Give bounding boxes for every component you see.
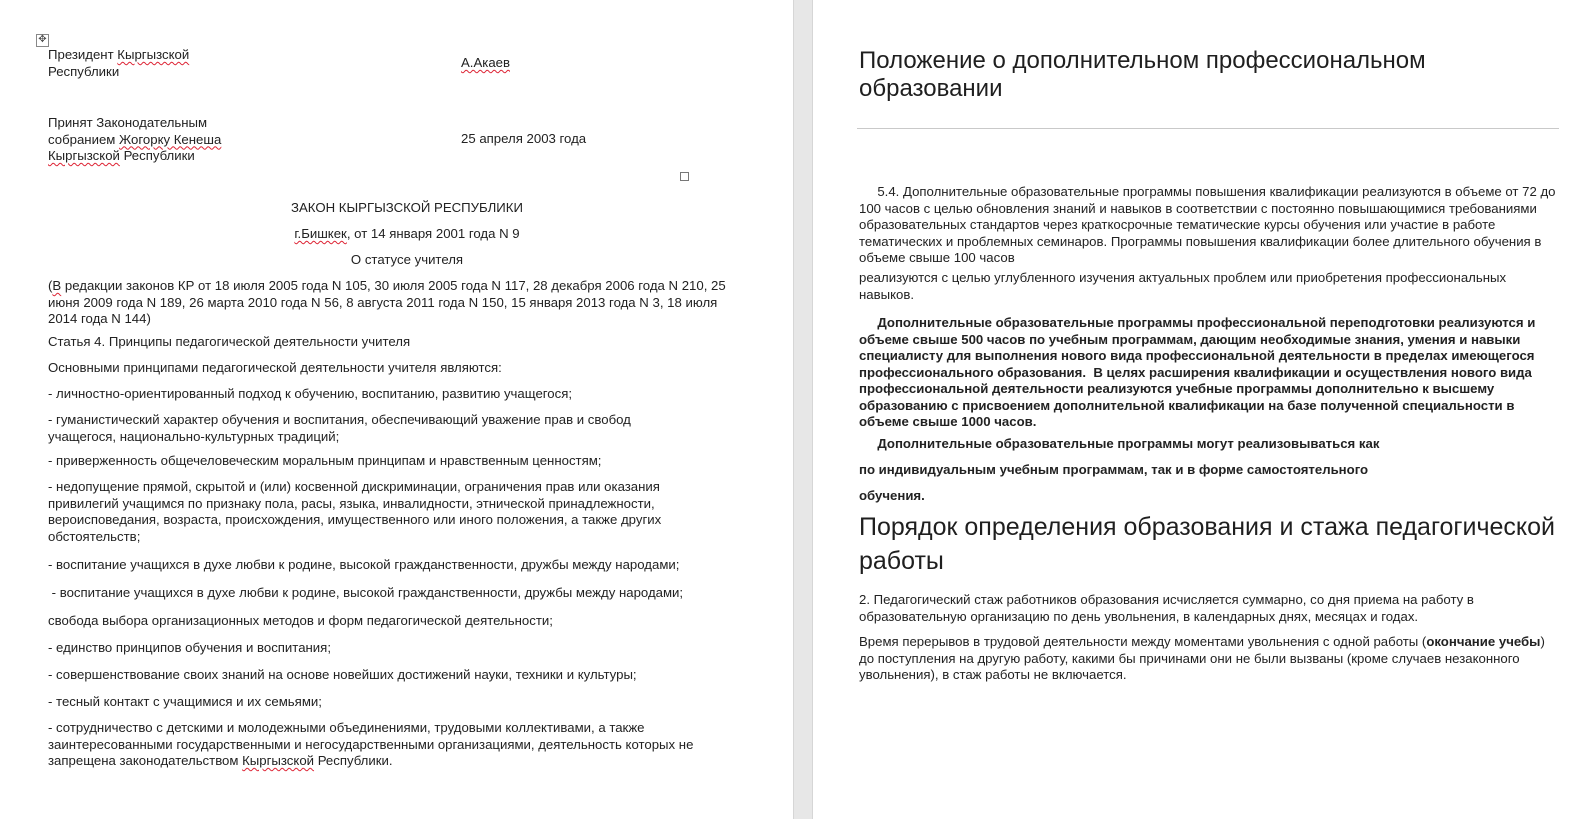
- president-name: А.Акаев: [461, 55, 510, 70]
- president-label-spellcheck-word: Кыргызской: [117, 47, 190, 62]
- section-heading-1: Положение о дополнительном профессиональном образовании: [859, 47, 1426, 102]
- paragraph-breaks: Время перерывов в трудовой деятельности между моментами увольнения с одной работы (окончание учебы) до поступления на другую работу, какими бы причинами они не были вызваны (кроме случаев незаконного увольнения), в стаж работы не включается.: [859, 634, 1545, 682]
- adoption-body: Принят Законодательным собранием Жогорку Кенеша Кыргызской Республики: [48, 115, 222, 163]
- paragraph-individual-2: по индивидуальным учебным программам, так и в форме самостоятельного: [859, 462, 1369, 477]
- list-item: - приверженность общечеловеческим моральным принципам и нравственным ценностям;: [48, 453, 602, 468]
- law-subject: О статусе учителя: [350, 252, 464, 267]
- list-item: - гуманистический характер обучения и воспитания, обеспечивающий уважение прав и свобод учащегося, национально-культурных традиций;: [48, 412, 631, 444]
- law-place-date: г.Бишкек, от 14 января 2001 года N 9: [294, 226, 520, 241]
- president-label-line3: Республики: [48, 63, 120, 79]
- heading-divider: [857, 128, 1559, 129]
- paragraph-5-4: 5.4. Дополнительные образовательные программы повышения квалификации реализуются в объеме от 72 до 100 часов с целью обновления знаний и навыков в соответствии с постоянно повышающимися требованиями образовательных стандартов через краткосрочные тематические курсы обучения или участие в работе тематических и проблемных семинаров. Программы повышения квалификации более длительного обучения в объеме свыше 100 часов: [859, 184, 1560, 265]
- law-title: ЗАКОН КЫРГЫЗСКОЙ РЕСПУБЛИКИ: [291, 200, 523, 215]
- section-heading-2: Порядок определения образования и стажа педагогической работы: [859, 513, 1556, 575]
- list-item: - личностно-ориентированный подход к обучению, воспитанию, развитию учащегося;: [48, 386, 573, 401]
- adoption-date: 25 апреля 2003 года: [461, 131, 587, 146]
- paragraph-experience: 2. Педагогический стаж работников образования исчисляется суммарно, со дня приема на работу в образовательную организацию по день увольнения, в календарных днях, месяцах и годах.: [859, 592, 1474, 624]
- list-item: - воспитание учащихся в духе любви к родине, высокой гражданственности, дружбы между народами;: [48, 585, 684, 600]
- document-page-right: [812, 0, 1595, 819]
- list-item: - единство принципов обучения и воспитания;: [48, 640, 331, 655]
- list-item: - недопущение прямой, скрытой и (или) косвенной дискриминации, ограничения прав или оказания привилегий учащимся по признаку пола, расы, языка, инвалидности, этнической принадлежности, вероисповедания, возраста, происхождения, имущественного или иного положения, а также других обстоятельств;: [48, 479, 662, 544]
- paragraph-individual-1: Дополнительные образовательные программы могут реализовываться как: [859, 436, 1380, 451]
- list-item: - совершенствование своих знаний на основе новейших достижений науки, техники и культуры;: [48, 667, 637, 682]
- paragraph-continuation: реализуются с целью углубленного изучения актуальных проблем или приобретения профессиональных навыков.: [859, 270, 1507, 302]
- list-item: - воспитание учащихся в духе любви к родине, высокой гражданственности, дружбы между народами;: [48, 557, 680, 572]
- table-resize-handle[interactable]: [680, 172, 689, 181]
- article-heading: Статья 4. Принципы педагогической деятельности учителя: [48, 334, 411, 349]
- document-page-left: [0, 0, 794, 819]
- list-item: - тесный контакт с учащимися и их семьями;: [48, 694, 322, 709]
- president-label-word: Президент: [48, 47, 114, 62]
- paragraph-retraining: Дополнительные образовательные программы профессиональной переподготовки реализуются и объеме свыше 500 часов по учебным программам, дающим необходимые знания, умения и навыки специалисту для выполнения нового вида профессиональной деятельности в пределах имеющегося профессионального образования. В целях расширения квалификации и осуществления нового вида профессиональной деятельности реализуются учебные программы дополнительно к высшему образованию с присвоением дополнительной квалификации на базе полученной специальности в объеме свыше 1000 часов.: [859, 315, 1540, 429]
- president-label: [48, 47, 268, 80]
- revisions-note: (В редакции законов КР от 18 июля 2005 года N 105, 30 июля 2005 года N 117, 28 декабря 2006 года N 210, 25 июня 2009 года N 189, 26 марта 2010 года N 56, 8 августа 2011 года N 150, 15 января 2013 года N 3, 18 июля 2014 года N 144): [48, 278, 726, 326]
- paragraph-individual-3: обучения.: [859, 488, 925, 503]
- list-item: свобода выбора организационных методов и форм педагогической деятельности;: [48, 613, 553, 628]
- list-item: - сотрудничество с детскими и молодежными объединениями, трудовыми коллективами, а также заинтересованными государственными и негосударственными организациями, деятельность которых не запрещена законодательством Кыргызской Республики.: [48, 720, 694, 768]
- table-move-handle-icon[interactable]: ✥: [36, 34, 49, 47]
- principles-intro: Основными принципами педагогической деятельности учителя являются:: [48, 360, 502, 375]
